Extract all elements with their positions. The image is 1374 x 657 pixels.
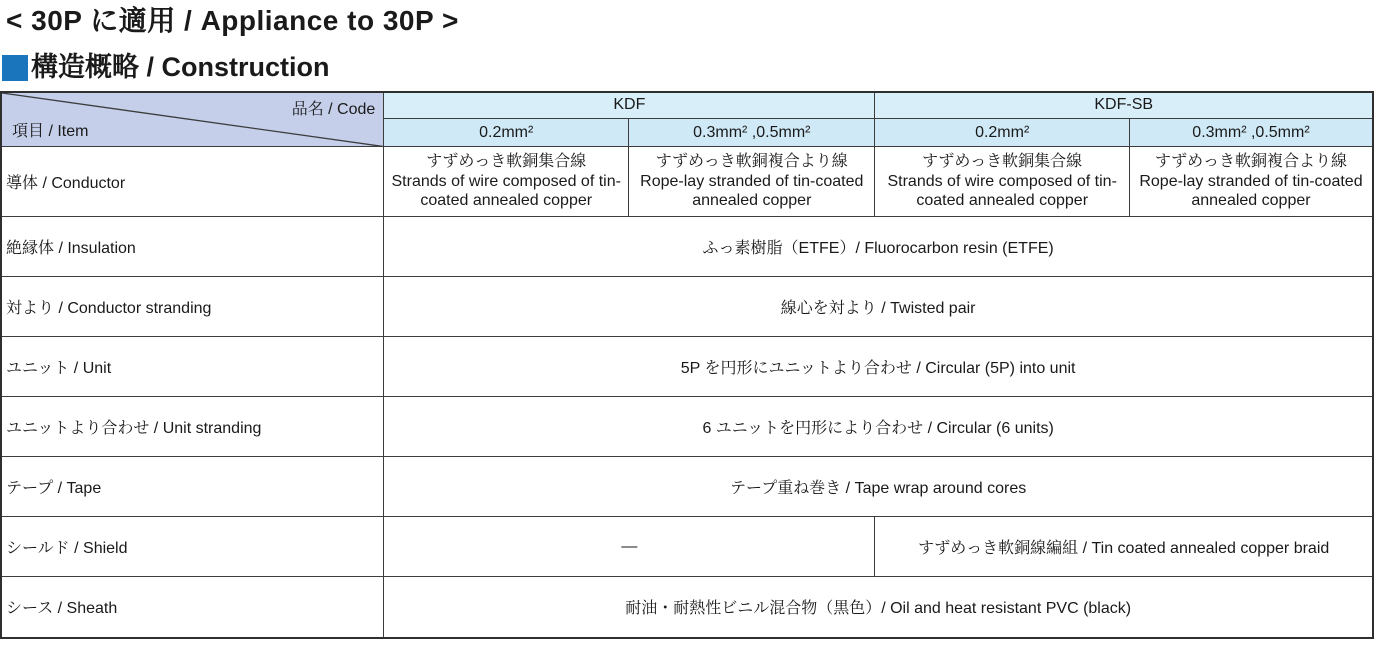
item-label-unit: ユニット / Unit bbox=[1, 337, 384, 397]
corner-diagonal-cell bbox=[1, 92, 384, 147]
conductor-en: Strands of wire composed of tin-coated annealed copper bbox=[887, 172, 1117, 210]
tape-value: テープ重ね巻き / Tape wrap around cores bbox=[384, 457, 1373, 517]
row-insulation bbox=[1, 217, 1373, 277]
item-label-unit-stranding: ユニットより合わせ / Unit stranding bbox=[1, 397, 384, 457]
column-group-kdf-sb: KDF-SB bbox=[875, 92, 1373, 119]
unit-value: 5P を円形にユニットより合わせ / Circular (5P) into unit bbox=[384, 337, 1373, 397]
conductor-stranding-value: 線心を対より / Twisted pair bbox=[384, 277, 1373, 337]
row-shield bbox=[1, 517, 1373, 577]
size-header-kdfsb-02: 0.2mm² bbox=[875, 119, 1130, 147]
conductor-cell-kdf-02 bbox=[384, 147, 629, 217]
header-row-code bbox=[1, 92, 1373, 119]
conductor-cell-kdf-0305 bbox=[629, 147, 875, 217]
shield-kdf-value: — bbox=[384, 517, 875, 577]
corner-label-item: 項目 / Item bbox=[12, 123, 89, 141]
item-label-shield: シールド / Shield bbox=[1, 517, 384, 577]
corner-label-code: 品名 / Code bbox=[291, 100, 376, 118]
item-label-insulation: 絶縁体 / Insulation bbox=[1, 217, 384, 277]
insulation-value: ふっ素樹脂（ETFE）/ Fluorocarbon resin (ETFE) bbox=[384, 217, 1373, 277]
row-tape bbox=[1, 457, 1373, 517]
conductor-jp: すずめっき軟銅複合より線 bbox=[1154, 153, 1347, 171]
conductor-cell-kdfsb-0305 bbox=[1129, 147, 1373, 217]
section-title: 構造概略 / Construction bbox=[31, 52, 330, 83]
conductor-en: Rope-lay stranded of tin-coated annealed copper bbox=[1139, 172, 1363, 210]
row-sheath bbox=[1, 577, 1373, 638]
conductor-en: Strands of wire composed of tin-coated annealed copper bbox=[391, 172, 621, 210]
size-header-kdf-0305: 0.3mm² ,0.5mm² bbox=[629, 119, 875, 147]
conductor-en: Rope-lay stranded of tin-coated annealed copper bbox=[640, 172, 864, 210]
size-header-kdfsb-0305: 0.3mm² ,0.5mm² bbox=[1129, 119, 1373, 147]
shield-kdfsb-value: すずめっき軟銅線編組 / Tin coated annealed copper braid bbox=[875, 517, 1373, 577]
sheath-value: 耐油・耐熱性ビニル混合物（黒色）/ Oil and heat resistant PVC (black) bbox=[384, 577, 1373, 638]
conductor-cell-kdfsb-02 bbox=[875, 147, 1130, 217]
column-group-kdf: KDF bbox=[384, 92, 875, 119]
blue-square-icon bbox=[2, 55, 28, 81]
size-header-kdf-02: 0.2mm² bbox=[384, 119, 629, 147]
item-label-sheath: シース / Sheath bbox=[1, 577, 384, 638]
item-label-tape: テープ / Tape bbox=[1, 457, 384, 517]
conductor-jp: すずめっき軟銅集合線 bbox=[922, 153, 1083, 171]
row-unit bbox=[1, 337, 1373, 397]
row-conductor-stranding bbox=[1, 277, 1373, 337]
item-label-conductor-stranding: 対より / Conductor stranding bbox=[1, 277, 384, 337]
page-title: < 30P に適用 / Appliance to 30P > bbox=[6, 5, 459, 36]
row-conductor bbox=[1, 147, 1373, 217]
unit-stranding-value: 6 ユニットを円形により合わせ / Circular (6 units) bbox=[384, 397, 1373, 457]
conductor-jp: すずめっき軟銅集合線 bbox=[426, 153, 587, 171]
construction-table bbox=[0, 91, 1374, 639]
row-unit-stranding bbox=[1, 397, 1373, 457]
item-label-conductor: 導体 / Conductor bbox=[1, 147, 384, 217]
section-header bbox=[2, 52, 1374, 84]
conductor-jp: すずめっき軟銅複合より線 bbox=[655, 153, 848, 171]
